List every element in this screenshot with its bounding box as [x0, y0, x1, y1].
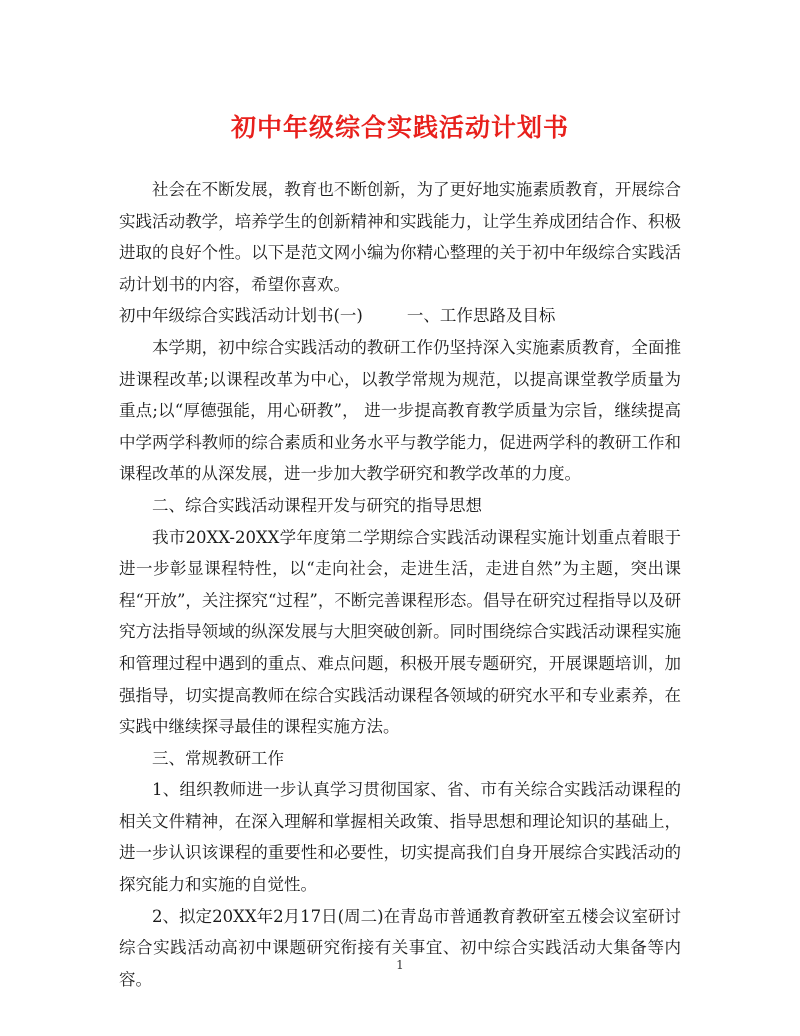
intro-paragraph: 社会在不断发展，教育也不断创新，为了更好地实施素质教育，开展综合实践活动教学，培养学生的创新精神和实践能力，让学生养成团结合作、积极进取的良好个性。以下是范文网小编为你精心整理的关于初中年级综合实践活动计划书的内容，希望你喜欢。 — [119, 180, 681, 294]
page-number: 1 — [396, 958, 404, 972]
list-item-2: 2、拟定20XX年2月17日(周二)在青岛市普通教育教研室五楼会议室研讨综合实践活动高初中课题研究衔接有关事宜、初中综合实践活动大集备等内容。 — [119, 906, 681, 989]
list-item-1: 1、组织教师进一步认真学习贯彻国家、省、市有关综合实践活动课程的相关文件精神，在深入理解和掌握相关政策、指导思想和理论知识的基础上，进一步认识该课程的重要性和必要性，切实提高我们自身开展综合实践活动的探究能力和实施的自觉性。 — [119, 780, 681, 895]
document-body — [119, 174, 681, 995]
section-title: 初中年级综合实践活动计划书(一) — [119, 306, 363, 326]
paragraph-work-goals: 本学期，初中综合实践活动的教研工作仍坚持深入实施素质教育，全面推进课程改革;以课程改革为中心，以教学常规为规范，以提高课堂教学质量为重点;以“厚德强能，用心研教”， 进一步提高教育教学质量为宗旨，继续提高中学两学科教师的综合素质和业务水平与教学能力，促进两学科的教研工作和课程改革的从深发展，进一步加大教学研究和教学改革的力度。 — [119, 337, 681, 484]
heading-work-goals: 一、工作思路及目标 — [406, 306, 556, 326]
section-line — [119, 300, 681, 332]
paragraph-guiding-ideology: 我市20XX-20XX学年度第二学期综合实践活动课程实施计划重点着眼于进一步彰显课程特性，以“走向社会，走进生活，走进自然”为主题，突出课程“开放”，关注探究“过程”，不断完善课程形态。倡导在研究过程指导以及研究方法指导领域的纵深发展与大胆突破创新。同时围绕综合实践活动课程实施和管理过程中遇到的重点、难点问题，积极开展专题研究，开展课题培训，加强指导，切实提高教师在综合实践活动课程各领域的研究水平和专业素养，在实践中继续探寻最佳的课程实施方法。 — [119, 527, 681, 737]
heading-routine-research: 三、常规教研工作 — [152, 748, 284, 768]
heading-guiding-ideology: 二、综合实践活动课程开发与研究的指导思想 — [152, 495, 482, 515]
document-title: 初中年级综合实践活动计划书 — [230, 113, 569, 142]
